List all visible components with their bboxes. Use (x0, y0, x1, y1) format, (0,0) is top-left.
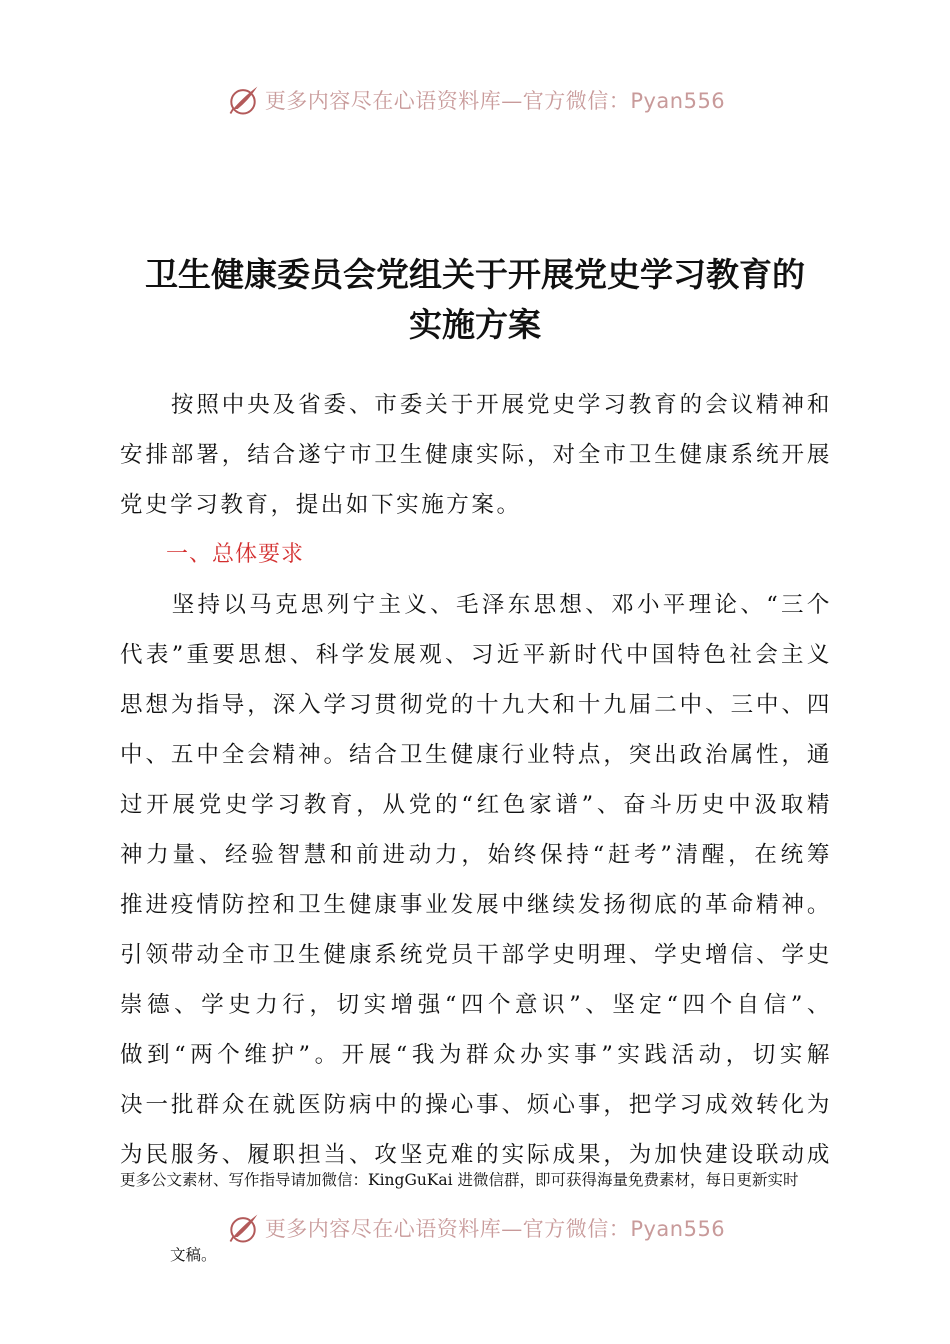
quill-logo-icon (225, 82, 261, 118)
watermark-top (0, 80, 950, 120)
document-body (120, 380, 832, 1180)
body-line: 决一批群众在就医防病中的操心事、烦心事，把学习成效转化为 (120, 1092, 832, 1118)
title-line-1: 卫生健康委员会党组关于开展党史学习教育的 (145, 255, 805, 294)
body-line: 安排部署，结合遂宁市卫生健康实际，对全市卫生健康系统开展 (120, 442, 832, 468)
body-line: 神力量、经验智慧和前进动力，始终保持“赶考”清醒，在统筹 (120, 842, 832, 868)
body-line: 为民服务、履职担当、攻坚克难的实际成果，为加快建设联动成 (120, 1142, 832, 1168)
body-line: 按照中央及省委、市委关于开展党史学习教育的会议精神和 (120, 392, 832, 418)
body-line: 做到“两个维护”。开展“我为群众办实事”实践活动，切实解 (120, 1042, 832, 1068)
body-line: 推进疫情防控和卫生健康事业发展中继续发扬彻底的革命精神。 (120, 892, 832, 918)
body-line: 代表”重要思想、科学发展观、习近平新时代中国特色社会主义 (120, 642, 832, 668)
body-line: 党史学习教育，提出如下实施方案。 (120, 492, 522, 518)
body-line: 崇德、学史力行，切实增强“四个意识”、坚定“四个自信”、 (120, 992, 832, 1018)
footer-note: 更多公文素材、写作指导请加微信：KingGuKai 进微信群，即可获得海量免费素材，每日更新实时 (120, 1171, 799, 1189)
quill-logo-icon (225, 1210, 261, 1246)
footer-tail: 文稿。 (170, 1246, 217, 1264)
watermark-text: 更多内容尽在心语资料库—官方微信：Pyan556 (264, 1217, 726, 1241)
section-heading: 一、总体要求 (166, 542, 305, 567)
body-line: 引领带动全市卫生健康系统党员干部学史明理、学史增信、学史 (120, 942, 832, 968)
body-line: 过开展党史学习教育，从党的“红色家谱”、奋斗历史中汲取精 (120, 792, 832, 818)
body-line: 坚持以马克思列宁主义、毛泽东思想、邓小平理论、“三个 (120, 592, 832, 618)
document-title (95, 250, 855, 350)
watermark-text: 更多内容尽在心语资料库—官方微信：Pyan556 (264, 89, 726, 113)
body-line: 思想为指导，深入学习贯彻党的十九大和十九届二中、三中、四 (120, 692, 832, 718)
body-line: 中、五中全会精神。结合卫生健康行业特点，突出政治属性，通 (120, 742, 832, 768)
title-line-2: 实施方案 (409, 305, 541, 344)
watermark-bottom (0, 1208, 950, 1248)
